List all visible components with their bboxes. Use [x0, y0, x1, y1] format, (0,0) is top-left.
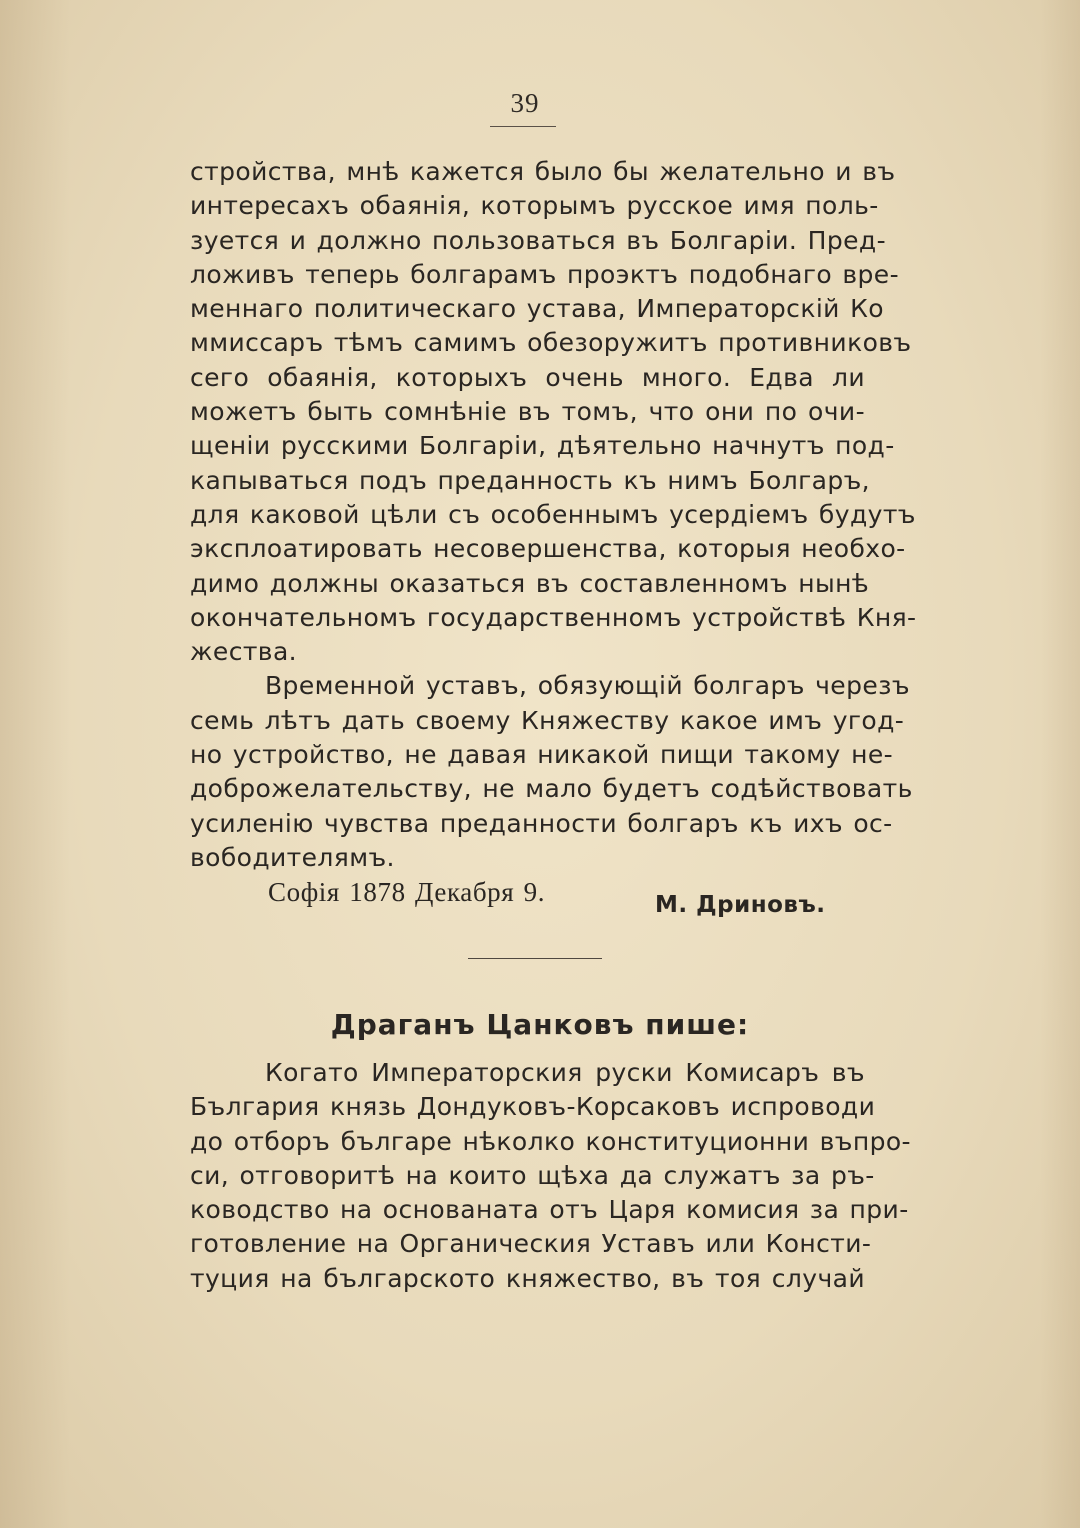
text-line: Временной уставъ, обязующій болгаръ черезъ: [265, 671, 910, 701]
text-line: доброжелательству, не мало будетъ содѣйствовать: [190, 774, 913, 804]
text-line: ководство на основаната отъ Царя комисия за при-: [190, 1195, 909, 1225]
text-line: България князь Дондуковъ-Корсаковъ испроводи: [190, 1092, 876, 1122]
text-line: Когато Императорския руски Комисаръ въ: [265, 1058, 865, 1087]
text-line: вободителямъ.: [190, 842, 395, 872]
text-line: ммиссаръ тѣмъ самимъ обезоружитъ противниковъ: [190, 328, 912, 358]
text-line: интересахъ обаянія, которымъ русское имя поль-: [190, 191, 879, 221]
text-line: окончательномъ государственномъ устройствѣ Кня-: [190, 602, 917, 632]
text-line: усиленію чувства преданности болгаръ къ ихъ ос-: [190, 808, 893, 838]
text-line: щеніи русскими Болгаріи, дѣятельно начнутъ под-: [190, 431, 895, 461]
text-line: си, отговоритѣ на които щѣха да служатъ за ръ-: [190, 1160, 875, 1190]
section-text: [190, 1056, 911, 1296]
section-heading: Драганъ Цанковъ пише:: [330, 1008, 750, 1041]
text-line: ложивъ теперь болгарамъ проэктъ подобнаго вре-: [190, 259, 900, 289]
text-line: меннаго политическаго устава, Императорскій Ко: [190, 294, 885, 324]
signature: М. Дриновъ.: [655, 892, 826, 918]
text-line: до отборъ българе нѣколко конституционни въпро-: [190, 1126, 911, 1156]
page-number-rule: [490, 126, 556, 127]
text-line: жества.: [190, 637, 298, 667]
text-line: стройства, мнѣ кажется было бы желательно и въ: [190, 157, 896, 186]
text-line: готовление на Органическия Уставъ или Консти-: [190, 1229, 872, 1259]
text-line: зуется и должно пользоваться въ Болгаріи. Пред-: [190, 225, 886, 255]
text-line: эксплоатировать несовершенства, которыя необхо-: [190, 534, 906, 564]
text-line: сего обаянія, которыхъ очень много. Едва ли: [190, 362, 865, 392]
dateline: Софія 1878 Декабря 9.: [268, 877, 546, 908]
text-line: капываться подъ преданность къ нимъ Болгаръ,: [190, 465, 871, 495]
section-separator: [468, 958, 602, 959]
text-line: можетъ быть сомнѣніе въ томъ, что они по очи-: [190, 397, 865, 427]
text-line: туция на българското княжество, въ тоя случай: [190, 1263, 865, 1293]
letter-text: [190, 155, 917, 910]
page-number: 39: [510, 88, 540, 118]
text-line: но устройство, не давая никакой пищи такому не-: [190, 740, 894, 770]
text-line: семь лѣтъ дать своему Княжеству какое имъ угод-: [190, 705, 905, 735]
text-line: димо должны оказаться въ составленномъ нынѣ: [190, 568, 870, 598]
text-line: для каковой цѣли съ особеннымъ усердіемъ будутъ: [190, 499, 916, 529]
